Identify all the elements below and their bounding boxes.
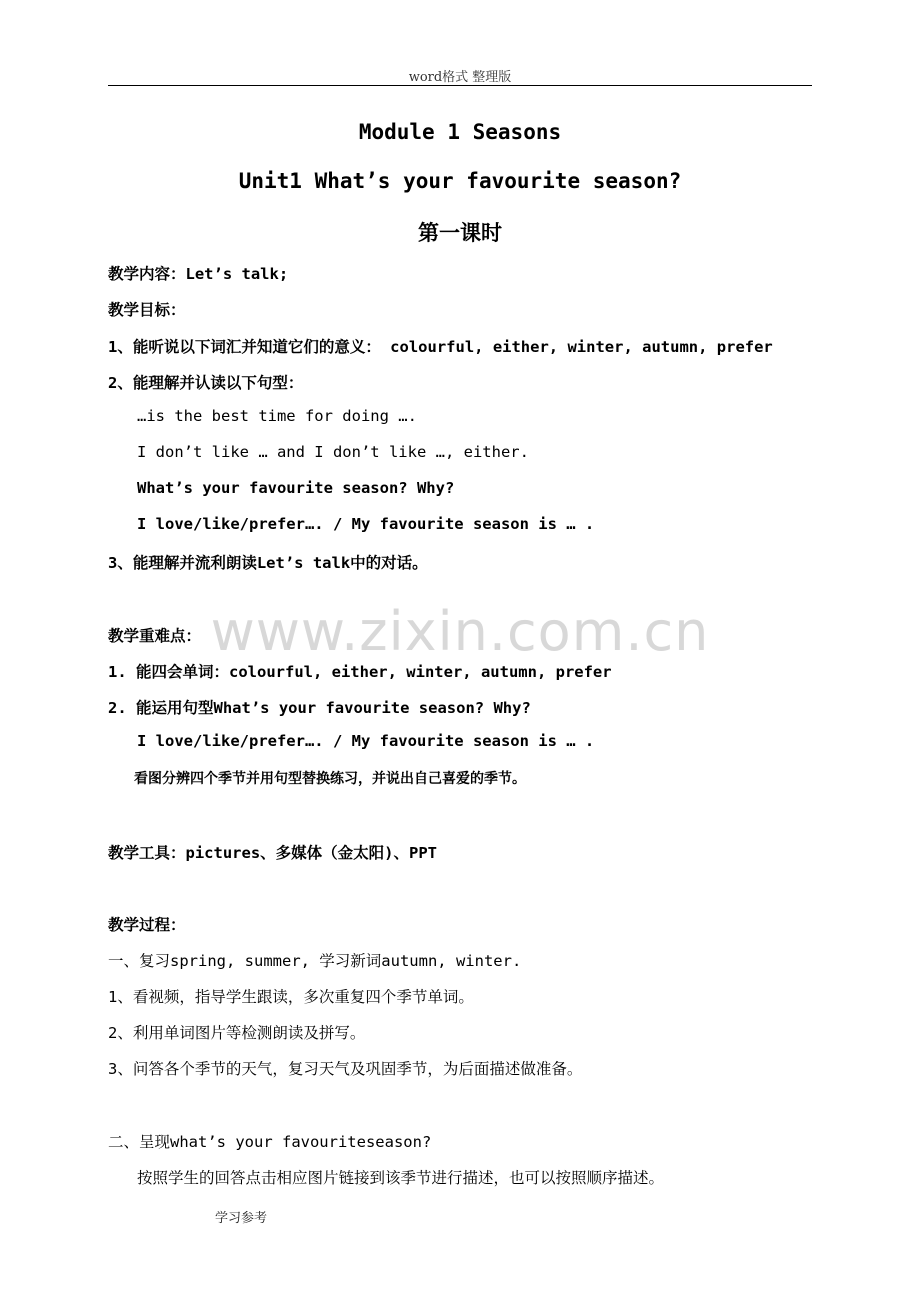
process-step-1-1: 1、看视频，指导学生跟读，多次重复四个季节单词。 xyxy=(108,988,474,1006)
teaching-content: 教学内容：Let’s talk; xyxy=(108,265,289,283)
objectives-heading: 教学目标： xyxy=(108,301,186,319)
process-heading: 教学过程： xyxy=(108,916,186,934)
page-header: word格式 整理版 xyxy=(408,70,512,85)
lesson-title: 第一课时 xyxy=(418,221,502,245)
header-divider xyxy=(108,85,812,86)
objective-2: 2、能理解并认读以下句型： xyxy=(108,374,304,392)
pattern-1: …is the best time for doing …. xyxy=(137,407,417,425)
key-point-2: 2. 能运用句型What’s your favourite season? Why? xyxy=(108,699,531,717)
objective-1: 1、能听说以下词汇并知道它们的意义： colourful, either, winter, autumn, prefer xyxy=(108,338,773,356)
key-point-note: 看图分辨四个季节并用句型替换练习，并说出自己喜爱的季节。 xyxy=(134,771,526,787)
module-title: Module 1 Seasons xyxy=(358,120,562,144)
unit-title: Unit1 What’s your favourite season? xyxy=(238,169,682,193)
key-point-2-sub: I love/like/prefer…. / My favourite season is … . xyxy=(137,732,595,750)
watermark: www.zixin.com.cn xyxy=(210,600,710,663)
process-step-2: 二、呈现what’s your favouriteseason? xyxy=(108,1133,432,1151)
pattern-2: I don’t like … and I don’t like …, either. xyxy=(137,443,529,461)
key-points-heading: 教学重难点： xyxy=(108,627,202,645)
objective-3: 3、能理解并流利朗读Let’s talk中的对话。 xyxy=(108,554,428,572)
process-step-1-3: 3、问答各个季节的天气，复习天气及巩固季节，为后面描述做准备。 xyxy=(108,1060,583,1078)
process-step-1-2: 2、利用单词图片等检测朗读及拼写。 xyxy=(108,1024,366,1042)
process-step-2-note: 按照学生的回答点击相应图片链接到该季节进行描述，也可以按照顺序描述。 xyxy=(137,1169,665,1187)
pattern-3: What’s your favourite season? Why? xyxy=(137,479,455,497)
page-footer: 学习参考 xyxy=(215,1211,268,1226)
key-point-1: 1. 能四会单词：colourful, either, winter, autumn, prefer xyxy=(108,663,612,681)
teaching-tools: 教学工具：pictures、多媒体（金太阳)、PPT xyxy=(108,844,437,862)
process-step-1: 一、复习spring, summer, 学习新词autumn, winter. xyxy=(108,952,522,970)
pattern-4: I love/like/prefer…. / My favourite season is … . xyxy=(137,515,595,533)
